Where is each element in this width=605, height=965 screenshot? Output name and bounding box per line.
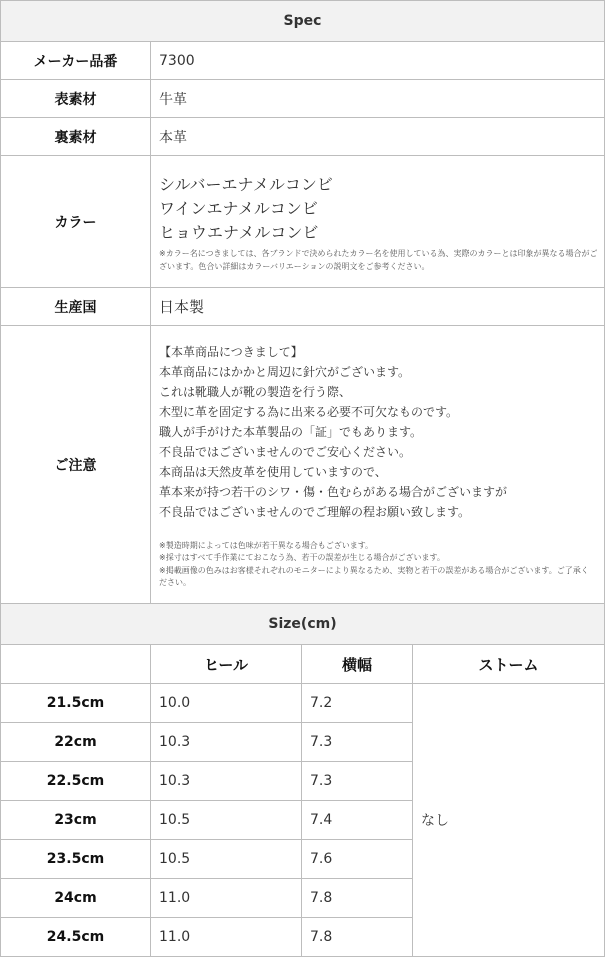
caution-line: 不良品ではございませんのでご理解の程お願い致します。 — [159, 504, 471, 519]
caution-line: 木型に革を固定する為に出来る必要不可欠なものです。 — [159, 404, 459, 419]
spec-row-origin — [1, 288, 605, 326]
spec-title: Spec — [1, 1, 605, 42]
caution-line: 職人が手がけた本革製品の「証」でもあります。 — [159, 424, 423, 439]
model-label: メーカー品番 — [1, 42, 151, 80]
heel-value: 11.0 — [151, 879, 302, 918]
caution-line: 不良品ではございませんのでご安心ください。 — [159, 444, 412, 459]
spec-row-outer — [1, 80, 605, 118]
size-header-row — [1, 645, 605, 684]
color-note: ※カラー名につきましては、各ブランドで決められたカラー名を使用している為、実際のカラーとは印象が異なる場合がございます。色合い詳細はカラーバリエーションの説明文をご参考ください。 — [159, 248, 598, 271]
caution-line: これは靴職人が靴の製造を行う際、 — [159, 384, 352, 399]
size-label: 23cm — [1, 801, 151, 840]
color-value: ワインエナメルコンビ — [159, 198, 318, 218]
caution-line: 【本革商品につきまして】 — [159, 344, 303, 359]
heel-value: 10.3 — [151, 762, 302, 801]
origin-value: 日本製 — [151, 288, 605, 326]
storm-value: なし — [413, 684, 605, 957]
size-label: 21.5cm — [1, 684, 151, 723]
width-value: 7.8 — [302, 918, 413, 957]
caution-label: ご注意 — [1, 326, 151, 604]
heel-value: 10.0 — [151, 684, 302, 723]
width-value: 7.3 — [302, 723, 413, 762]
size-label: 24.5cm — [1, 918, 151, 957]
spec-row-caution — [1, 326, 605, 604]
size-label: 24cm — [1, 879, 151, 918]
spec-row-color — [1, 156, 605, 288]
size-row — [1, 684, 605, 723]
origin-label: 生産国 — [1, 288, 151, 326]
caution-body — [151, 326, 605, 604]
inner-label: 裏素材 — [1, 118, 151, 156]
inner-value: 本革 — [151, 118, 605, 156]
color-value: シルバーエナメルコンビ — [159, 174, 333, 194]
color-label: カラー — [1, 156, 151, 288]
caution-note: ※掲載画像の色みはお客様それぞれのモニターにより異なるため、実物と若干の誤差がある場合がございます。ご了承ください。 — [159, 565, 589, 587]
heel-value: 10.5 — [151, 840, 302, 879]
caution-gap — [159, 522, 596, 540]
width-value: 7.8 — [302, 879, 413, 918]
caution-line: 革本来が持つ若干のシワ・傷・色むらがある場合がございますが — [159, 484, 508, 499]
heel-value: 11.0 — [151, 918, 302, 957]
width-value: 7.3 — [302, 762, 413, 801]
caution-line: 本商品は天然皮革を使用していますので、 — [159, 464, 387, 479]
size-col-empty — [1, 645, 151, 684]
outer-value: 牛革 — [151, 80, 605, 118]
size-label: 22cm — [1, 723, 151, 762]
width-value: 7.4 — [302, 801, 413, 840]
spec-row-model — [1, 42, 605, 80]
caution-line: 本革商品にはかかと周辺に針穴がございます。 — [159, 364, 411, 379]
heel-value: 10.3 — [151, 723, 302, 762]
heel-value: 10.5 — [151, 801, 302, 840]
size-label: 23.5cm — [1, 840, 151, 879]
caution-note: ※採寸はすべて手作業にておこなう為、若干の誤差が生じる場合がございます。 — [159, 553, 445, 562]
size-table — [0, 604, 605, 957]
color-values — [151, 156, 605, 288]
width-value: 7.2 — [302, 684, 413, 723]
color-value: ヒョウエナメルコンビ — [159, 222, 319, 242]
size-label: 22.5cm — [1, 762, 151, 801]
size-col-heel: ヒール — [151, 645, 302, 684]
caution-note: ※製造時期によっては色味が若干異なる場合もございます。 — [159, 540, 374, 550]
model-value: 7300 — [151, 42, 605, 80]
spec-row-inner — [1, 118, 605, 156]
size-col-storm: ストーム — [413, 645, 605, 684]
size-title: Size(cm) — [1, 604, 605, 645]
size-col-width: 横幅 — [302, 645, 413, 684]
outer-label: 表素材 — [1, 80, 151, 118]
width-value: 7.6 — [302, 840, 413, 879]
